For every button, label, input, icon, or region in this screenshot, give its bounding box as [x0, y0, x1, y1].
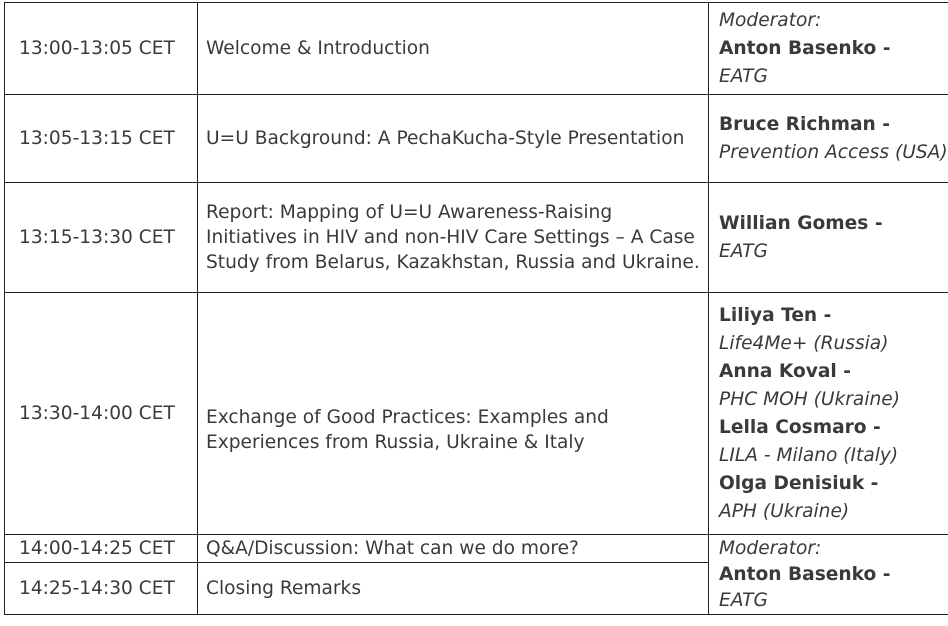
table-row: [5, 293, 948, 535]
topic-cell: Closing Remarks: [198, 563, 709, 615]
speaker-cell: [709, 293, 948, 535]
speaker-cell: [709, 183, 948, 293]
moderator-label: Moderator:: [719, 537, 822, 559]
topic-cell: U=U Background: A PechaKucha-Style Presentation: [198, 95, 709, 183]
speaker-org: EATG: [719, 589, 768, 611]
time-cell: 13:05-13:15 CET: [5, 95, 198, 183]
speaker-name: Liliya Ten -: [719, 304, 832, 326]
speaker-org: EATG: [719, 65, 768, 87]
speaker-name: Bruce Richman -: [719, 113, 890, 135]
speaker-name: Olga Denisiuk -: [719, 472, 879, 494]
speaker-org: Prevention Access (USA): [719, 141, 948, 163]
time-cell: 14:25-14:30 CET: [5, 563, 198, 615]
speaker-org: LILA - Milano (Italy): [719, 444, 899, 466]
speaker-org: APH (Ukraine): [719, 500, 850, 522]
moderator-label: Moderator:: [719, 9, 822, 31]
agenda-table: [4, 2, 948, 615]
speaker-name: Willian Gomes -: [719, 212, 883, 234]
time-cell: 14:00-14:25 CET: [5, 535, 198, 563]
speaker-org: PHC MOH (Ukraine): [719, 388, 900, 410]
topic-cell: Report: Mapping of U=U Awareness-Raising Initiatives in HIV and non-HIV Care Settings – A Case Study from Belarus, Kazakhstan, Russia and Ukraine.: [198, 183, 709, 293]
time-cell: 13:30-14:00 CET: [5, 293, 198, 535]
topic-text: Exchange of Good Practices: Examples and Experiences from Russia, Ukraine & Italy: [206, 406, 609, 453]
table-row: [5, 535, 948, 563]
topic-cell: [198, 293, 709, 535]
table-row: [5, 3, 948, 95]
table-row: [5, 183, 948, 293]
topic-cell: Welcome & Introduction: [198, 3, 709, 95]
speaker-org: Life4Me+ (Russia): [719, 332, 889, 354]
speaker-name: Anna Koval -: [719, 360, 851, 382]
time-cell: 13:00-13:05 CET: [5, 3, 198, 95]
speaker-cell: [709, 3, 948, 95]
speaker-org: EATG: [719, 240, 768, 262]
speaker-name: Anton Basenko -: [719, 37, 891, 59]
topic-cell: Q&A/Discussion: What can we do more?: [198, 535, 709, 563]
speaker-name: Anton Basenko -: [719, 563, 891, 585]
speaker-name: Lella Cosmaro -: [719, 416, 881, 438]
speaker-cell: [709, 535, 948, 615]
time-cell: 13:15-13:30 CET: [5, 183, 198, 293]
table-row: [5, 95, 948, 183]
speaker-cell: [709, 95, 948, 183]
